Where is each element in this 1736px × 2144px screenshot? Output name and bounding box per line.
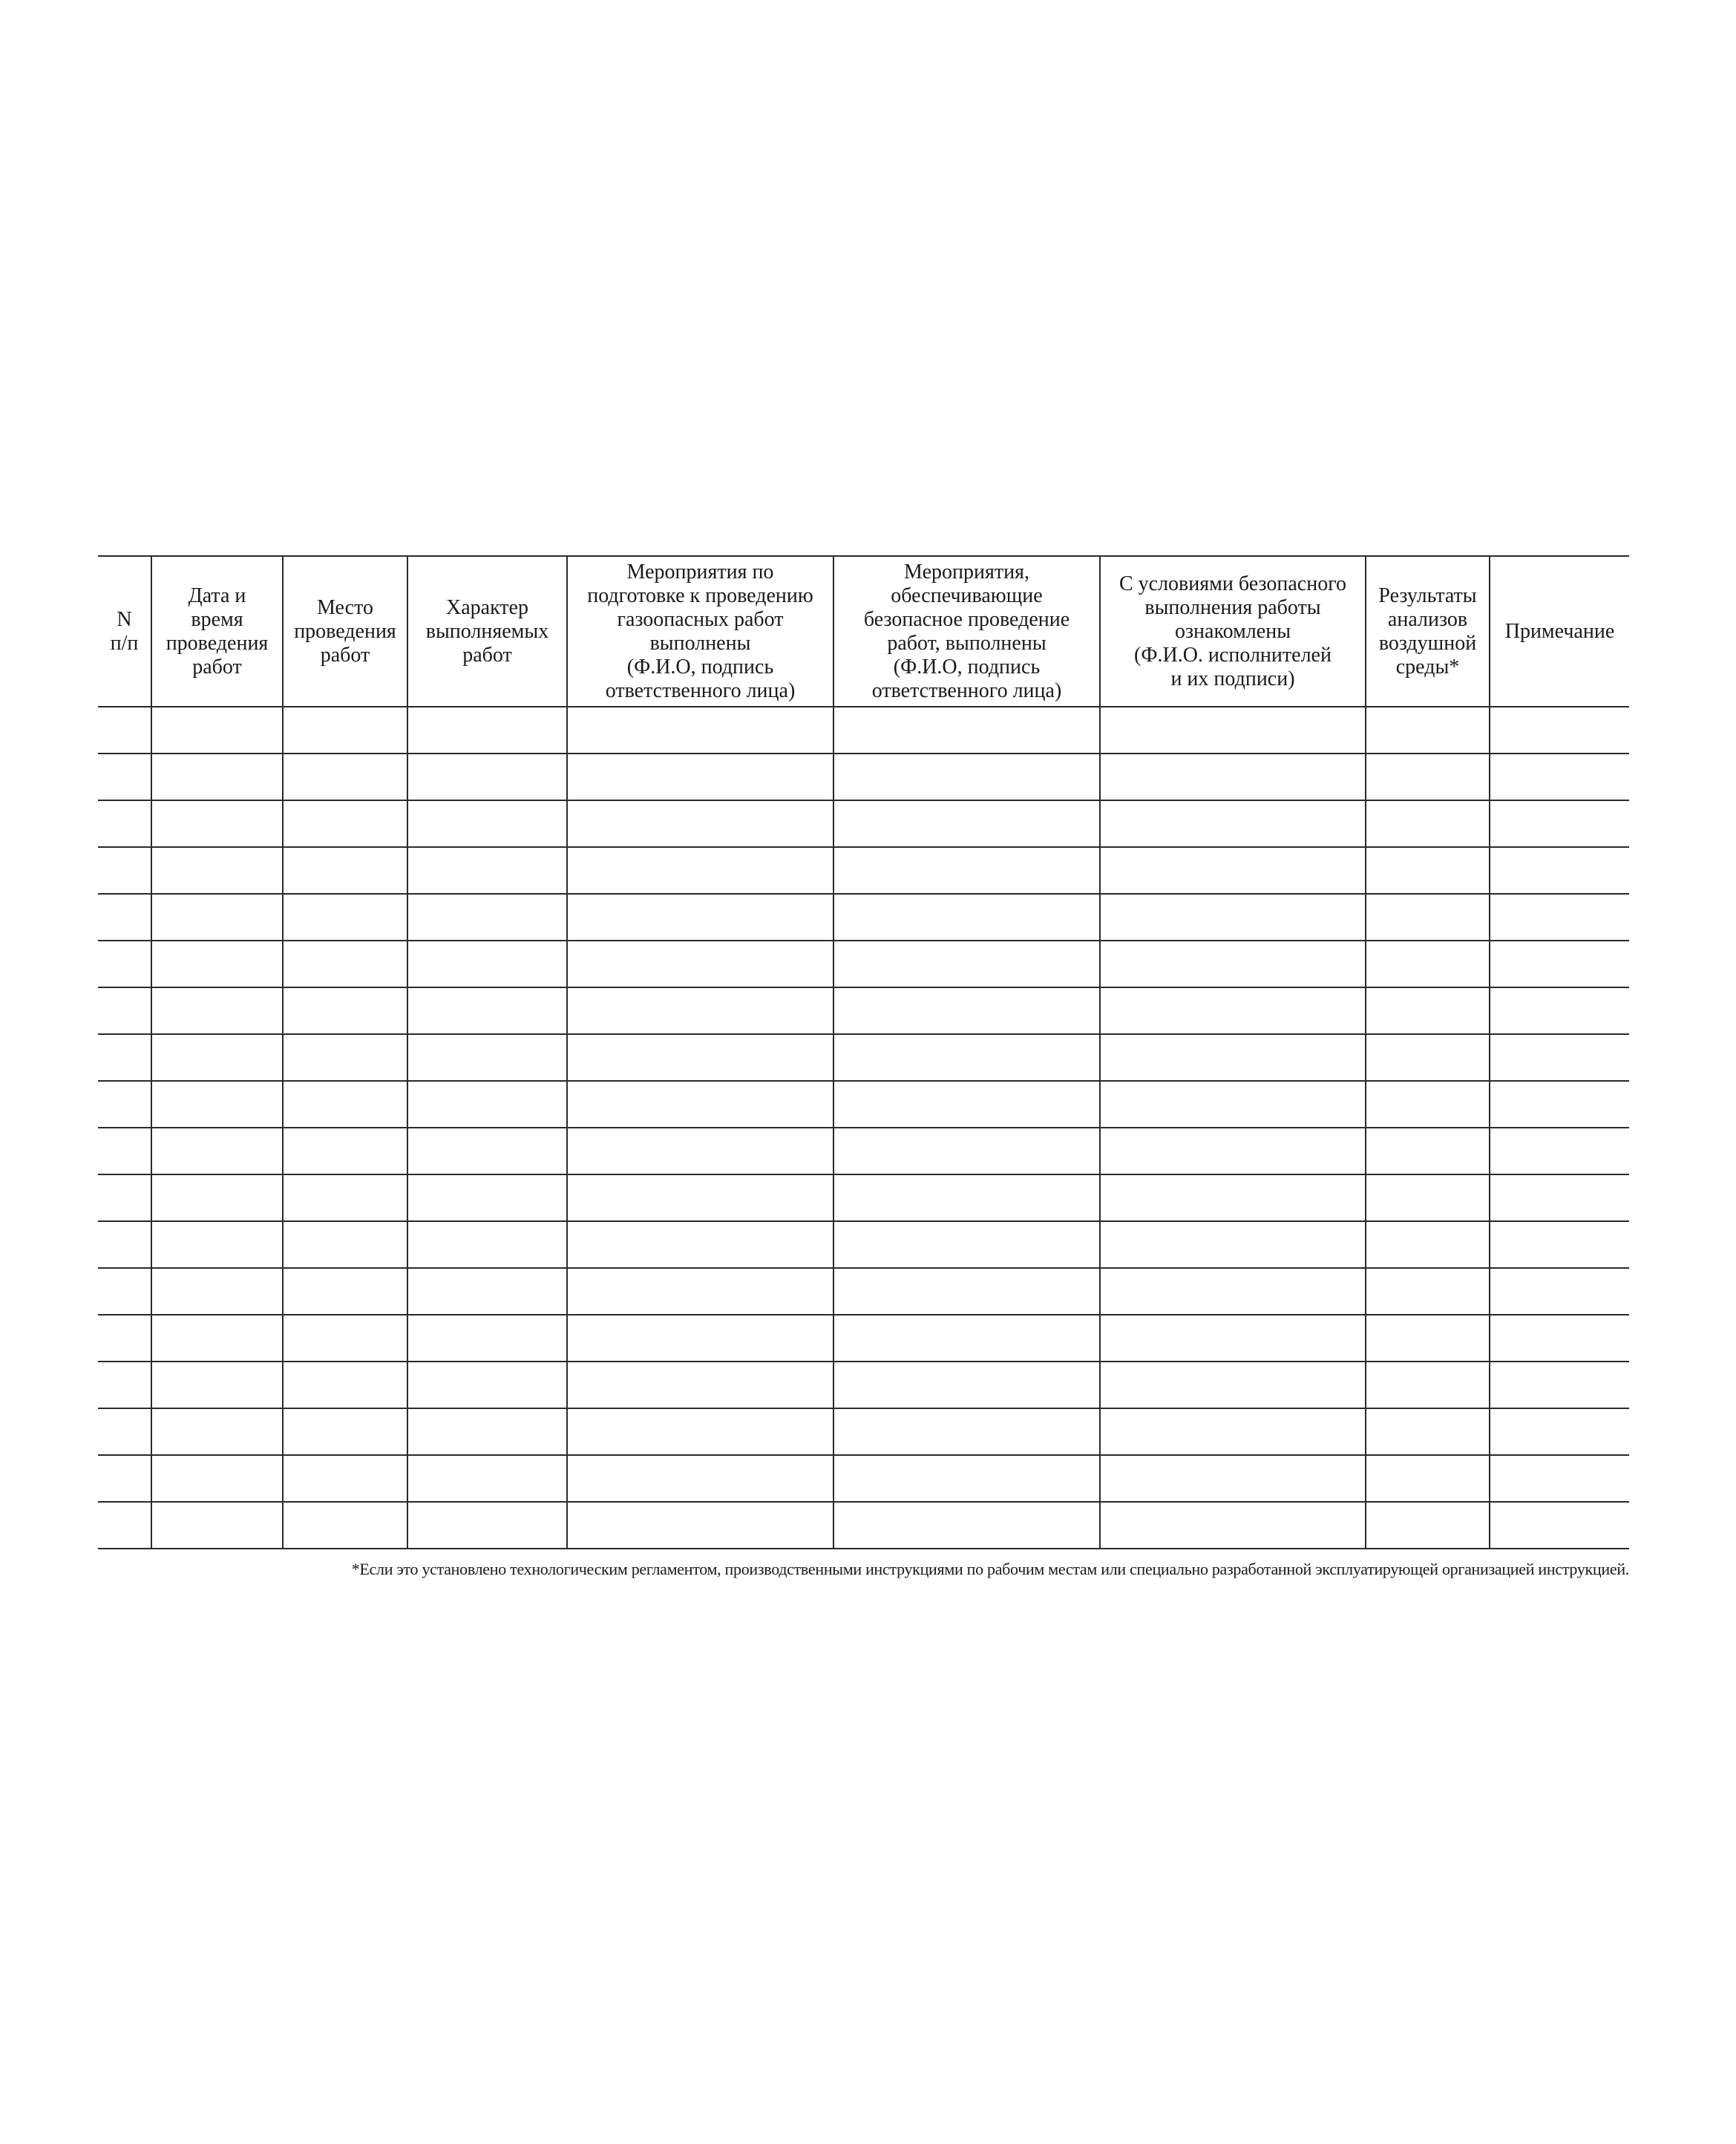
cell-safety-measures: [833, 987, 1100, 1034]
cell-note: [1490, 987, 1629, 1034]
cell-date-time: [151, 1174, 283, 1221]
table-row: [98, 1174, 1629, 1221]
cell-safety-measures: [833, 707, 1100, 754]
header-row: [98, 556, 1629, 707]
header-work-location: Место проведения работ: [283, 556, 407, 707]
cell-safety-measures: [833, 1128, 1100, 1174]
cell-work-nature: [407, 1362, 567, 1408]
cell-date-time: [151, 1408, 283, 1455]
cell-preparation-measures: [567, 1408, 833, 1455]
cell-safety-measures: [833, 1455, 1100, 1502]
cell-note: [1490, 1362, 1629, 1408]
cell-note: [1490, 1034, 1629, 1081]
table-body: [98, 707, 1629, 1549]
cell-air-analysis-results: [1366, 1362, 1490, 1408]
cell-date-time: [151, 847, 283, 894]
cell-date-time: [151, 894, 283, 941]
cell-note: [1490, 754, 1629, 800]
table-row: [98, 1034, 1629, 1081]
cell-work-location: [283, 1034, 407, 1081]
cell-preparation-measures: [567, 707, 833, 754]
cell-air-analysis-results: [1366, 1315, 1490, 1362]
cell-preparation-measures: [567, 941, 833, 987]
cell-date-time: [151, 1268, 283, 1315]
cell-preparation-measures: [567, 894, 833, 941]
cell-number: [98, 754, 151, 800]
cell-number: [98, 1268, 151, 1315]
header-date-time: Дата и время проведения работ: [151, 556, 283, 707]
cell-safety-conditions-acknowledged: [1100, 1034, 1366, 1081]
table-row: [98, 707, 1629, 754]
cell-safety-measures: [833, 894, 1100, 941]
cell-air-analysis-results: [1366, 1268, 1490, 1315]
table-row: [98, 1408, 1629, 1455]
cell-air-analysis-results: [1366, 1502, 1490, 1549]
cell-preparation-measures: [567, 1502, 833, 1549]
cell-note: [1490, 800, 1629, 847]
cell-safety-measures: [833, 1081, 1100, 1128]
cell-work-nature: [407, 987, 567, 1034]
cell-number: [98, 1315, 151, 1362]
cell-date-time: [151, 754, 283, 800]
cell-safety-measures: [833, 1034, 1100, 1081]
table-row: [98, 987, 1629, 1034]
cell-date-time: [151, 1315, 283, 1362]
cell-safety-measures: [833, 1268, 1100, 1315]
cell-safety-measures: [833, 1315, 1100, 1362]
cell-work-nature: [407, 1408, 567, 1455]
table-row: [98, 1081, 1629, 1128]
cell-preparation-measures: [567, 1034, 833, 1081]
cell-preparation-measures: [567, 1221, 833, 1268]
cell-number: [98, 800, 151, 847]
cell-date-time: [151, 1362, 283, 1408]
cell-work-location: [283, 800, 407, 847]
cell-safety-conditions-acknowledged: [1100, 847, 1366, 894]
footnote: *Если это установлено технологическим регламентом, производственными инструкциями по рабочим местам или специально разработанной эксплуатирующей организацией инструкцией.: [351, 1560, 1629, 1578]
cell-work-location: [283, 707, 407, 754]
table-row: [98, 754, 1629, 800]
cell-preparation-measures: [567, 1362, 833, 1408]
cell-number: [98, 1174, 151, 1221]
cell-safety-conditions-acknowledged: [1100, 1081, 1366, 1128]
cell-safety-measures: [833, 1502, 1100, 1549]
cell-safety-measures: [833, 800, 1100, 847]
cell-air-analysis-results: [1366, 1455, 1490, 1502]
table-row: [98, 941, 1629, 987]
cell-work-location: [283, 1455, 407, 1502]
cell-date-time: [151, 1221, 283, 1268]
header-safety-conditions-acknowledged: С условиями безопасного выполнения работы ознакомлены (Ф.И.О. исполнителей и их подписи): [1100, 556, 1366, 707]
table-row: [98, 1315, 1629, 1362]
cell-work-location: [283, 941, 407, 987]
cell-note: [1490, 1128, 1629, 1174]
cell-preparation-measures: [567, 754, 833, 800]
cell-work-location: [283, 1502, 407, 1549]
cell-safety-conditions-acknowledged: [1100, 1408, 1366, 1455]
cell-preparation-measures: [567, 987, 833, 1034]
cell-safety-conditions-acknowledged: [1100, 1502, 1366, 1549]
cell-work-location: [283, 1081, 407, 1128]
cell-preparation-measures: [567, 847, 833, 894]
cell-number: [98, 1455, 151, 1502]
cell-air-analysis-results: [1366, 987, 1490, 1034]
cell-safety-conditions-acknowledged: [1100, 894, 1366, 941]
cell-work-nature: [407, 1268, 567, 1315]
table-row: [98, 1268, 1629, 1315]
cell-safety-conditions-acknowledged: [1100, 987, 1366, 1034]
cell-air-analysis-results: [1366, 707, 1490, 754]
cell-number: [98, 941, 151, 987]
cell-preparation-measures: [567, 800, 833, 847]
cell-work-nature: [407, 941, 567, 987]
cell-air-analysis-results: [1366, 1034, 1490, 1081]
cell-work-nature: [407, 1502, 567, 1549]
cell-number: [98, 894, 151, 941]
table-row: [98, 894, 1629, 941]
cell-work-location: [283, 1268, 407, 1315]
cell-work-location: [283, 1221, 407, 1268]
cell-safety-conditions-acknowledged: [1100, 941, 1366, 987]
cell-safety-measures: [833, 847, 1100, 894]
cell-work-location: [283, 754, 407, 800]
cell-preparation-measures: [567, 1128, 833, 1174]
header-preparation-measures: Мероприятия по подготовке к проведению газоопасных работ выполнены (Ф.И.О, подпись ответственного лица): [567, 556, 833, 707]
cell-note: [1490, 1174, 1629, 1221]
cell-safety-conditions-acknowledged: [1100, 800, 1366, 847]
cell-note: [1490, 1502, 1629, 1549]
cell-safety-conditions-acknowledged: [1100, 754, 1366, 800]
cell-air-analysis-results: [1366, 1128, 1490, 1174]
cell-work-location: [283, 1408, 407, 1455]
cell-air-analysis-results: [1366, 894, 1490, 941]
cell-safety-measures: [833, 1362, 1100, 1408]
cell-safety-conditions-acknowledged: [1100, 1455, 1366, 1502]
cell-air-analysis-results: [1366, 1408, 1490, 1455]
cell-note: [1490, 941, 1629, 987]
cell-safety-conditions-acknowledged: [1100, 1128, 1366, 1174]
cell-safety-measures: [833, 1221, 1100, 1268]
table-row: [98, 1455, 1629, 1502]
cell-work-location: [283, 1362, 407, 1408]
cell-number: [98, 1408, 151, 1455]
cell-date-time: [151, 987, 283, 1034]
cell-work-nature: [407, 800, 567, 847]
cell-preparation-measures: [567, 1174, 833, 1221]
cell-note: [1490, 1221, 1629, 1268]
cell-work-nature: [407, 1221, 567, 1268]
cell-number: [98, 1362, 151, 1408]
cell-work-nature: [407, 894, 567, 941]
cell-note: [1490, 1315, 1629, 1362]
cell-work-nature: [407, 1128, 567, 1174]
cell-work-location: [283, 987, 407, 1034]
cell-preparation-measures: [567, 1268, 833, 1315]
cell-preparation-measures: [567, 1081, 833, 1128]
cell-note: [1490, 1268, 1629, 1315]
cell-date-time: [151, 1502, 283, 1549]
cell-safety-measures: [833, 754, 1100, 800]
cell-date-time: [151, 941, 283, 987]
cell-air-analysis-results: [1366, 941, 1490, 987]
cell-work-nature: [407, 1455, 567, 1502]
table-row: [98, 1362, 1629, 1408]
cell-date-time: [151, 707, 283, 754]
cell-safety-conditions-acknowledged: [1100, 1221, 1366, 1268]
cell-air-analysis-results: [1366, 1221, 1490, 1268]
cell-number: [98, 1128, 151, 1174]
cell-note: [1490, 707, 1629, 754]
cell-number: [98, 1221, 151, 1268]
cell-preparation-measures: [567, 1315, 833, 1362]
cell-number: [98, 847, 151, 894]
gas-hazardous-work-log-table: [98, 555, 1629, 1549]
cell-air-analysis-results: [1366, 1174, 1490, 1221]
table-row: [98, 1128, 1629, 1174]
header-note: Примечание: [1490, 556, 1629, 707]
cell-work-nature: [407, 1034, 567, 1081]
cell-note: [1490, 847, 1629, 894]
cell-number: [98, 707, 151, 754]
table-row: [98, 847, 1629, 894]
cell-date-time: [151, 1128, 283, 1174]
header-number: N п/п: [98, 556, 151, 707]
header-safety-measures: Мероприятия, обеспечивающие безопасное проведение работ, выполнены (Ф.И.О, подпись ответственного лица): [833, 556, 1100, 707]
table-row: [98, 1221, 1629, 1268]
cell-air-analysis-results: [1366, 1081, 1490, 1128]
cell-number: [98, 1081, 151, 1128]
cell-safety-conditions-acknowledged: [1100, 1362, 1366, 1408]
cell-work-nature: [407, 1174, 567, 1221]
header-air-analysis-results: Результаты анализов воздушной среды*: [1366, 556, 1490, 707]
cell-number: [98, 1034, 151, 1081]
cell-work-location: [283, 1174, 407, 1221]
cell-date-time: [151, 1455, 283, 1502]
cell-work-nature: [407, 754, 567, 800]
cell-safety-conditions-acknowledged: [1100, 1315, 1366, 1362]
cell-work-location: [283, 847, 407, 894]
cell-work-location: [283, 894, 407, 941]
cell-work-nature: [407, 1315, 567, 1362]
cell-note: [1490, 1455, 1629, 1502]
cell-safety-measures: [833, 1408, 1100, 1455]
cell-air-analysis-results: [1366, 800, 1490, 847]
cell-safety-conditions-acknowledged: [1100, 1174, 1366, 1221]
cell-safety-conditions-acknowledged: [1100, 1268, 1366, 1315]
cell-number: [98, 987, 151, 1034]
cell-note: [1490, 894, 1629, 941]
cell-note: [1490, 1081, 1629, 1128]
cell-work-location: [283, 1128, 407, 1174]
cell-note: [1490, 1408, 1629, 1455]
cell-air-analysis-results: [1366, 847, 1490, 894]
table-row: [98, 1502, 1629, 1549]
table-row: [98, 800, 1629, 847]
cell-work-nature: [407, 707, 567, 754]
cell-work-nature: [407, 847, 567, 894]
cell-number: [98, 1502, 151, 1549]
cell-air-analysis-results: [1366, 754, 1490, 800]
header-work-nature: Характер выполняемых работ: [407, 556, 567, 707]
cell-safety-conditions-acknowledged: [1100, 707, 1366, 754]
cell-preparation-measures: [567, 1455, 833, 1502]
table-header: [98, 556, 1629, 707]
cell-safety-measures: [833, 1174, 1100, 1221]
cell-work-nature: [407, 1081, 567, 1128]
cell-safety-measures: [833, 941, 1100, 987]
cell-date-time: [151, 800, 283, 847]
cell-date-time: [151, 1034, 283, 1081]
cell-date-time: [151, 1081, 283, 1128]
cell-work-location: [283, 1315, 407, 1362]
